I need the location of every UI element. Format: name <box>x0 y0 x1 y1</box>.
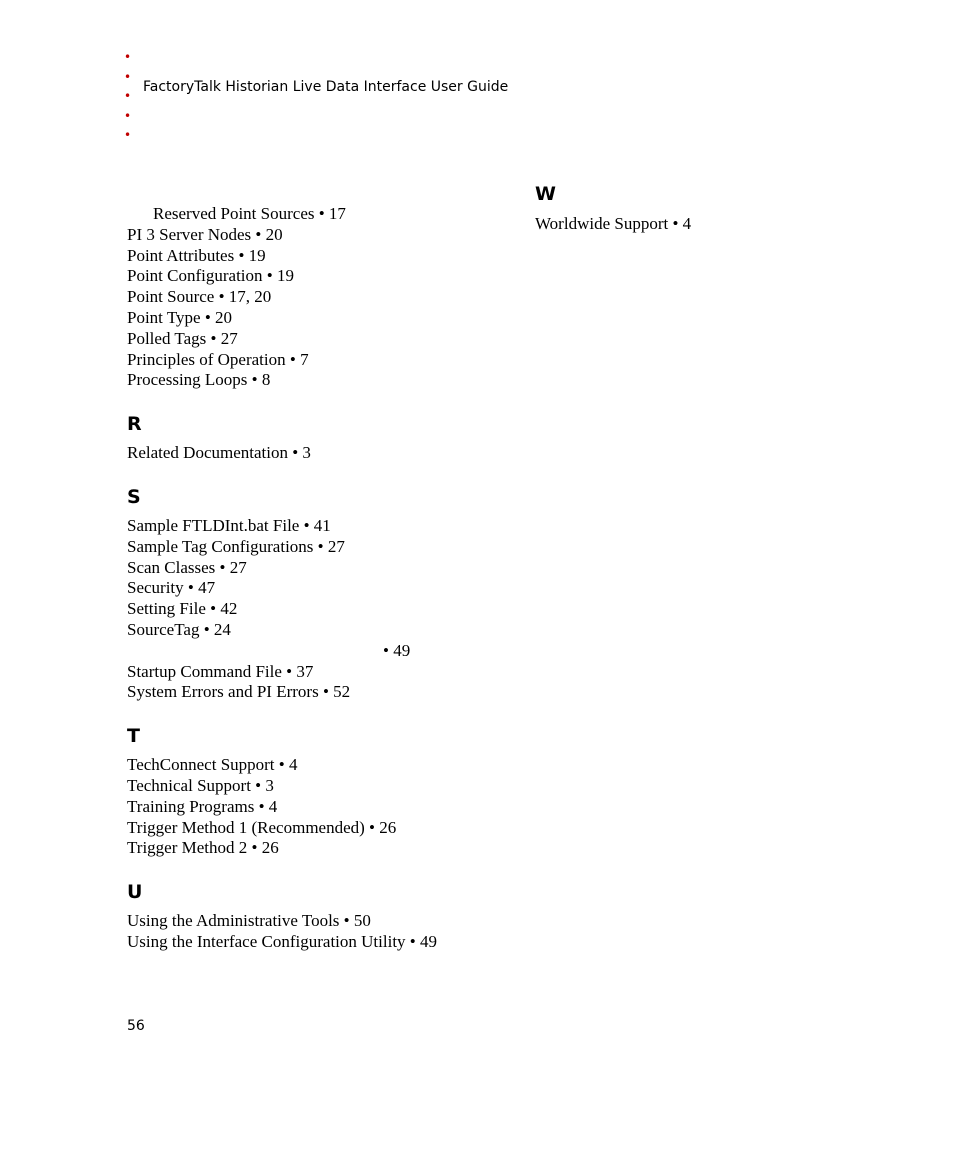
index-entry: Sample FTLDInt.bat File • 41 <box>127 515 331 535</box>
index-entry: Scan Classes • 27 <box>127 557 247 577</box>
index-entry: Startup Command File • 37 <box>127 661 314 681</box>
index-entry: Sample Tag Configurations • 27 <box>127 536 345 556</box>
bullet-icon: • <box>124 89 132 103</box>
index-column-left <box>127 204 517 953</box>
bullet-icon: • <box>124 108 132 123</box>
index-entry: Processing Loops • 8 <box>127 370 271 390</box>
index-letter-heading: T <box>127 725 140 748</box>
index-entry: Principles of Operation • 7 <box>127 349 309 369</box>
running-header-title: FactoryTalk Historian Live Data Interface User Guide <box>143 79 509 95</box>
index-entry: Point Attributes • 19 <box>127 245 266 265</box>
bullet-icon: • <box>124 128 132 142</box>
index-entry: Setting File • 42 <box>127 599 238 619</box>
index-entry: Technical Support • 3 <box>127 775 274 795</box>
index-entry: Trigger Method 1 (Recommended) • 26 <box>127 817 397 837</box>
index-entry: Using the Interface Configuration Utility • 49 <box>127 931 437 951</box>
index-entry: Worldwide Support • 4 <box>535 214 692 233</box>
index-entry: Point Source • 17, 20 <box>127 287 272 307</box>
index-entry: Point Configuration • 19 <box>127 266 294 286</box>
index-entry: PI 3 Server Nodes • 20 <box>127 224 283 244</box>
index-entry: Training Programs • 4 <box>127 796 278 816</box>
header-bullets <box>124 48 138 146</box>
index-letter-heading: U <box>127 881 143 904</box>
index-entry: Related Documentation • 3 <box>127 443 311 463</box>
page-number: 56 <box>127 1018 145 1034</box>
index-entry: TechConnect Support • 4 <box>127 755 298 775</box>
index-entry: Point Type • 20 <box>127 307 233 327</box>
index-entry: System Errors and PI Errors • 52 <box>127 682 351 702</box>
index-entry: Reserved Point Sources • 17 <box>153 204 346 223</box>
bullet-icon: • <box>124 69 132 84</box>
index-letter-heading: R <box>127 413 142 436</box>
index-entry: Trigger Method 2 • 26 <box>127 838 279 858</box>
index-entry: Using the Administrative Tools • 50 <box>127 911 371 931</box>
index-column-right <box>535 183 915 235</box>
index-entry-orphan: • 49 <box>383 640 411 660</box>
index-entry: Polled Tags • 27 <box>127 328 238 348</box>
index-entry: SourceTag • 24 <box>127 619 231 639</box>
index-entry: Security • 47 <box>127 578 216 598</box>
index-letter-heading: S <box>127 485 141 508</box>
index-letter-heading: W <box>535 183 556 205</box>
bullet-icon: • <box>124 50 132 64</box>
